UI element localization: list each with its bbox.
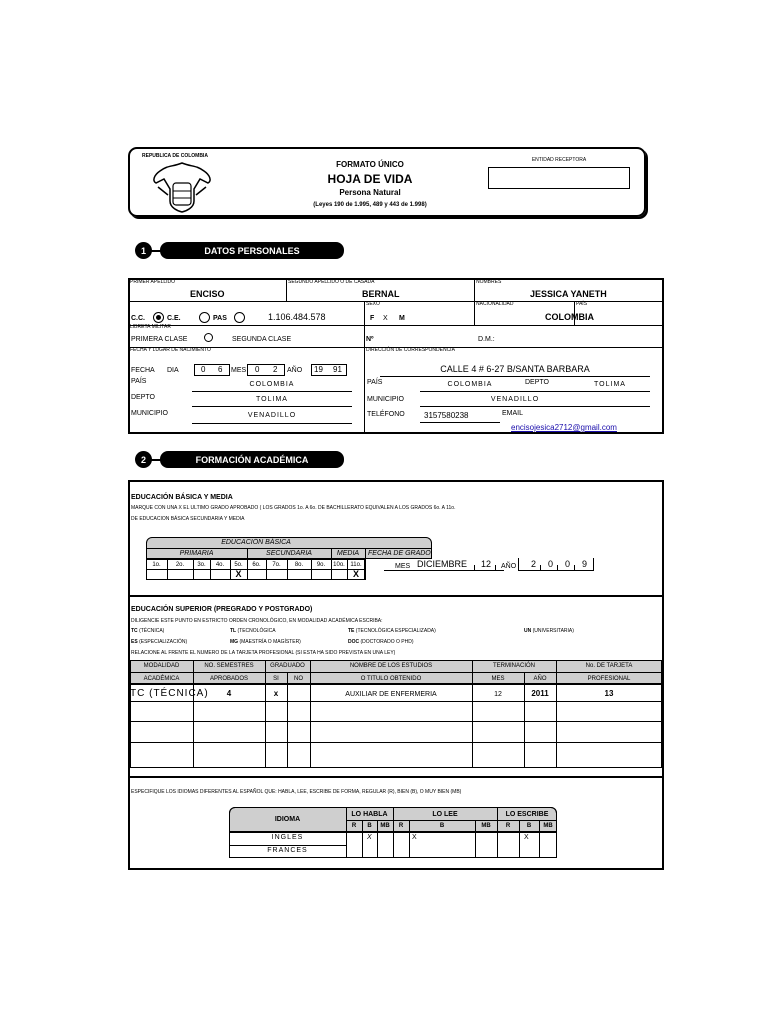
republica-text: REPUBLICA DE COLOMBIA xyxy=(142,153,208,159)
sexo-x[interactable]: X xyxy=(383,315,388,322)
ingles-habla-b[interactable]: X xyxy=(367,834,372,841)
coat-of-arms-logo xyxy=(150,161,214,213)
graduado-si-cell[interactable]: x xyxy=(273,689,279,698)
telefono[interactable]: 3157580238 xyxy=(424,411,469,420)
municipio-nacimiento[interactable]: VENADILLO xyxy=(247,412,297,419)
depto-correspondencia[interactable]: TOLIMA xyxy=(594,381,626,388)
idioma-col-r: R xyxy=(398,823,404,829)
grado-4[interactable]: 4o. xyxy=(215,562,225,568)
sexo-m: M xyxy=(399,315,405,322)
idioma-col-r: R xyxy=(505,823,511,829)
pas-radio[interactable] xyxy=(234,312,245,323)
mes-field[interactable] xyxy=(247,364,285,376)
entidad-receptora-label: ENTIDAD RECEPTORA xyxy=(531,157,587,163)
grado-10[interactable]: 10o. xyxy=(333,562,345,568)
grado-2[interactable]: 2o. xyxy=(175,562,185,568)
section-formacion-academica: FORMACIÓN ACADÉMICA xyxy=(160,451,344,468)
modalidad-cell[interactable]: TC (TÉCNICA) xyxy=(130,688,209,699)
direccion[interactable]: CALLE 4 # 6-27 B/SANTA BARBARA xyxy=(440,364,590,374)
depto-nacimiento[interactable]: TOLIMA xyxy=(256,396,288,403)
pais-nacimiento[interactable]: COLOMBIA xyxy=(249,381,295,388)
grado-7[interactable]: 7o. xyxy=(272,562,281,568)
idioma-col-bb: B xyxy=(367,823,372,829)
grado-9[interactable]: 9o. xyxy=(316,562,326,568)
grado-11[interactable]: 11o. xyxy=(350,562,362,568)
idioma-col-mb: MB xyxy=(481,823,491,829)
pais-correspondencia[interactable]: COLOMBIA xyxy=(447,381,493,388)
grado-6[interactable]: 6o. xyxy=(252,562,261,568)
section-datos-personales: DATOS PERSONALES xyxy=(160,242,344,259)
grado-5-mark[interactable]: X xyxy=(235,569,242,579)
entidad-receptora-field[interactable] xyxy=(488,167,630,189)
ano-terminacion-cell[interactable]: 2011 xyxy=(531,689,549,698)
segundo-apellido[interactable]: BERNAL xyxy=(362,289,400,299)
idioma-col-mb: MB xyxy=(543,823,553,829)
tarjeta-cell[interactable]: 13 xyxy=(604,689,614,698)
dia-field[interactable] xyxy=(194,364,230,376)
municipio-correspondencia[interactable]: VENADILLO xyxy=(490,396,540,403)
grado-1[interactable]: 1o. xyxy=(152,562,161,568)
idioma-col-mb: MB xyxy=(380,823,390,829)
primer-apellido[interactable]: ENCISO xyxy=(190,289,225,299)
formato-unico: FORMATO ÚNICO xyxy=(336,160,404,169)
grado-5[interactable]: 5o. xyxy=(234,562,243,568)
leyes-text: (Leyes 190 de 1.995, 489 y 443 de 1.998) xyxy=(313,202,427,208)
ingles-escribe-b[interactable]: X xyxy=(524,834,529,841)
grado-8[interactable]: 8o. xyxy=(294,562,304,568)
primera-clase-radio[interactable] xyxy=(204,333,213,342)
nombre-estudios-cell[interactable]: AUXILIAR DE ENFERMERIA xyxy=(345,691,437,698)
hoja-de-vida-title: HOJA DE VIDA xyxy=(327,172,413,186)
documento-numero[interactable]: 1.106.484.578 xyxy=(268,312,326,322)
persona-natural: Persona Natural xyxy=(339,188,401,197)
idioma-col-r: R xyxy=(351,823,357,829)
grado-3[interactable]: 3o. xyxy=(197,562,206,568)
ce-radio[interactable] xyxy=(199,312,210,323)
idioma-col-bb: B xyxy=(526,823,532,829)
idioma-frances[interactable]: FRANCES xyxy=(267,847,308,854)
ingles-lee-r[interactable]: X xyxy=(412,834,417,841)
nombres[interactable]: JESSICA YANETH xyxy=(530,289,607,299)
semestres-cell[interactable]: 4 xyxy=(226,689,232,698)
grado-11-mark[interactable]: X xyxy=(352,569,359,579)
nacionalidad[interactable]: COLOMBIA xyxy=(545,312,594,322)
section-2-number: 2 xyxy=(135,451,152,468)
mes-terminacion-cell[interactable]: 12 xyxy=(494,691,502,698)
sexo-f: F xyxy=(370,315,375,322)
idioma-col-bb: B xyxy=(439,823,445,829)
email-link[interactable]: encisojesica2712@gmail.com xyxy=(511,423,617,432)
cc-radio[interactable] xyxy=(153,312,164,323)
section-1-number: 1 xyxy=(135,242,152,259)
idioma-ingles[interactable]: INGLES xyxy=(271,834,304,841)
